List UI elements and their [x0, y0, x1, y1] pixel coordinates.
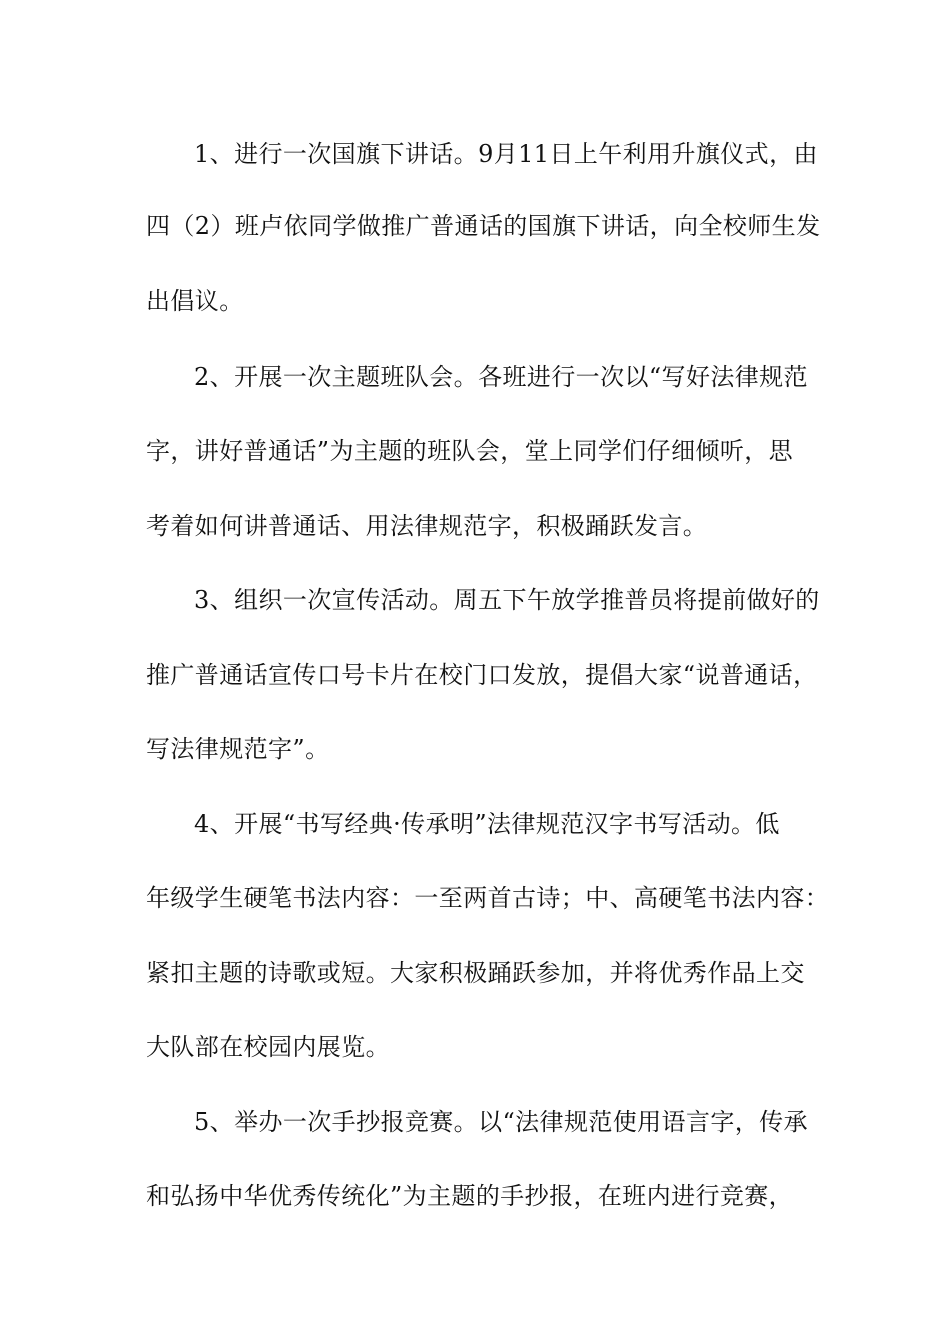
text-line-15: 和弘扬中华优秀传统化”为主题的手抄报，在班内进行竞赛， [146, 1182, 794, 1210]
text-line-4: 2、开展一次主题班队会。各班进行一次以“写好法律规范 [194, 363, 808, 391]
text-line-10: 4、开展“书写经典·传承明”法律规范汉字书写活动。低 [194, 810, 780, 838]
text-line-11: 年级学生硬笔书法内容：一至两首古诗；中、高硬笔书法内容： [146, 884, 830, 912]
text-line-7: 3、组织一次宣传活动。周五下午放学推普员将提前做好的 [194, 586, 820, 614]
text-line-2: 四（2）班卢依同学做推广普通话的国旗下讲话，向全校师生发 [146, 212, 821, 240]
text-line-13: 大队部在校园内展览。 [146, 1033, 390, 1061]
text-line-8: 推广普通话宣传口号卡片在校门口发放，提倡大家“说普通话， [146, 661, 818, 689]
text-line-1: 1、进行一次国旗下讲话。9月11日上午利用升旗仪式，由 [194, 140, 818, 168]
text-line-12: 紧扣主题的诗歌或短。大家积极踊跃参加，并将优秀作品上交 [146, 959, 805, 987]
text-line-5: 字，讲好普通话”为主题的班队会，堂上同学们仔细倾听，思 [146, 437, 794, 465]
text-line-3: 出倡议。 [146, 287, 244, 315]
text-line-14: 5、举办一次手抄报竞赛。以“法律规范使用语言字，传承 [194, 1108, 808, 1136]
text-line-9: 写法律规范字”。 [146, 735, 330, 763]
text-line-6: 考着如何讲普通话、用法律规范字，积极踊跃发言。 [146, 512, 708, 540]
